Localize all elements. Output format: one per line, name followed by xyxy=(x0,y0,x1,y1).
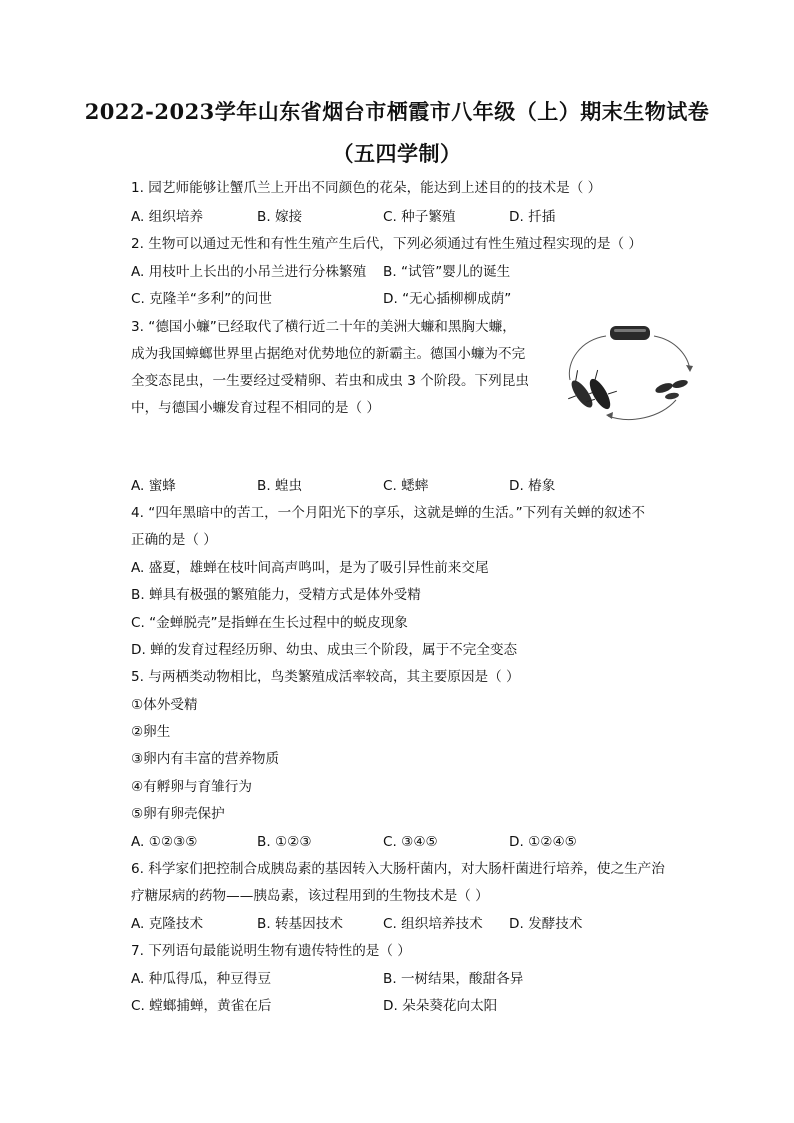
question-5-option-a[interactable]: A. ①②③⑤ xyxy=(131,834,198,850)
question-4-option-c[interactable]: C. “金蝉脱壳”是指蝉在生长过程中的蜕皮现象 xyxy=(131,615,408,631)
question-2-option-d[interactable]: D. “无心插柳柳成荫” xyxy=(383,291,512,307)
question-5-option-c[interactable]: C. ③④⑤ xyxy=(383,834,438,850)
question-4-option-d[interactable]: D. 蝉的发育过程经历卵、幼虫、成虫三个阶段，属于不完全变态 xyxy=(131,642,518,658)
question-3-option-c[interactable]: C. 蟋蟀 xyxy=(383,478,429,494)
question-3-option-d[interactable]: D. 椿象 xyxy=(509,478,556,494)
question-6-option-d[interactable]: D. 发酵技术 xyxy=(509,916,583,932)
question-5-option-b[interactable]: B. ①②③ xyxy=(257,834,312,850)
question-1-option-d[interactable]: D. 扦插 xyxy=(509,209,556,225)
question-5-item-3: ③卵内有丰富的营养物质 xyxy=(131,751,280,767)
exam-subtitle: （五四学制） xyxy=(332,141,462,166)
question-1-option-a[interactable]: A. 组织培养 xyxy=(131,209,204,225)
question-5-item-4: ④有孵卵与育雏行为 xyxy=(131,779,252,795)
question-6-stem-line-2: 疗糖尿病的药物——胰岛素，该过程用到的生物技术是（ ） xyxy=(131,888,489,904)
question-7-stem: 7. 下列语句最能说明生物有遗传特性的是（ ） xyxy=(131,943,411,959)
question-6-option-b[interactable]: B. 转基因技术 xyxy=(257,916,343,932)
cockroach-life-cycle-icon xyxy=(560,322,700,426)
question-5-item-1: ①体外受精 xyxy=(131,697,198,713)
question-3-stem-line-2: 成为我国蟑螂世界里占据绝对优势地位的新霸主。德国小蠊为不完 xyxy=(131,346,526,362)
question-4-option-b[interactable]: B. 蝉具有极强的繁殖能力，受精方式是体外受精 xyxy=(131,587,421,603)
question-6-stem-line-1: 6. 科学家们把控制合成胰岛素的基因转入大肠杆菌内，对大肠杆菌进行培养，使之生产治 xyxy=(131,861,665,877)
question-5-stem: 5. 与两栖类动物相比，鸟类繁殖成活率较高，其主要原因是（ ） xyxy=(131,669,520,685)
question-7-option-c[interactable]: C. 螳螂捕蝉，黄雀在后 xyxy=(131,998,272,1014)
question-1-stem: 1. 园艺师能够让蟹爪兰上开出不同颜色的花朵，能达到上述目的的技术是（ ） xyxy=(131,180,602,196)
question-3-option-b[interactable]: B. 蝗虫 xyxy=(257,478,303,494)
question-3-stem-line-3: 全变态昆虫，一生要经过受精卵、若虫和成虫 3 个阶段。下列昆虫 xyxy=(131,373,529,389)
question-5-option-d[interactable]: D. ①②④⑤ xyxy=(509,834,577,850)
exam-title: 2022-2023学年山东省烟台市栖霞市八年级（上）期末生物试卷 xyxy=(84,99,710,124)
question-2-option-c[interactable]: C. 克隆羊“多利”的问世 xyxy=(131,291,272,307)
question-5-item-5: ⑤卵有卵壳保护 xyxy=(131,806,225,822)
question-3-stem-line-4: 中，与德国小蠊发育过程不相同的是（ ） xyxy=(131,400,381,416)
question-6-option-c[interactable]: C. 组织培养技术 xyxy=(383,916,483,932)
question-3-option-a[interactable]: A. 蜜蜂 xyxy=(131,478,176,494)
question-4-option-a[interactable]: A. 盛夏，雄蝉在枝叶间高声鸣叫，是为了吸引异性前来交尾 xyxy=(131,560,489,576)
question-4-stem-line-2: 正确的是（ ） xyxy=(131,532,217,548)
question-4-stem-line-1: 4. “四年黑暗中的苦工，一个月阳光下的享乐，这就是蝉的生活。”下列有关蝉的叙述不 xyxy=(131,505,645,521)
question-2-option-a[interactable]: A. 用枝叶上长出的小吊兰进行分株繁殖 xyxy=(131,264,367,280)
question-3-stem-line-1: 3. “德国小蠊”已经取代了横行近二十年的美洲大蠊和黑胸大蠊， xyxy=(131,319,516,335)
question-2-option-b[interactable]: B. “试管”婴儿的诞生 xyxy=(383,264,511,280)
question-7-option-d[interactable]: D. 朵朵葵花向太阳 xyxy=(383,998,498,1014)
question-7-option-a[interactable]: A. 种瓜得瓜，种豆得豆 xyxy=(131,971,272,987)
question-1-option-c[interactable]: C. 种子繁殖 xyxy=(383,209,456,225)
question-6-option-a[interactable]: A. 克隆技术 xyxy=(131,916,204,932)
question-2-stem: 2. 生物可以通过无性和有性生殖产生后代，下列必须通过有性生殖过程实现的是（ ） xyxy=(131,236,642,252)
question-7-option-b[interactable]: B. 一树结果，酸甜各异 xyxy=(383,971,524,987)
question-5-item-2: ②卵生 xyxy=(131,724,171,740)
question-1-option-b[interactable]: B. 嫁接 xyxy=(257,209,303,225)
